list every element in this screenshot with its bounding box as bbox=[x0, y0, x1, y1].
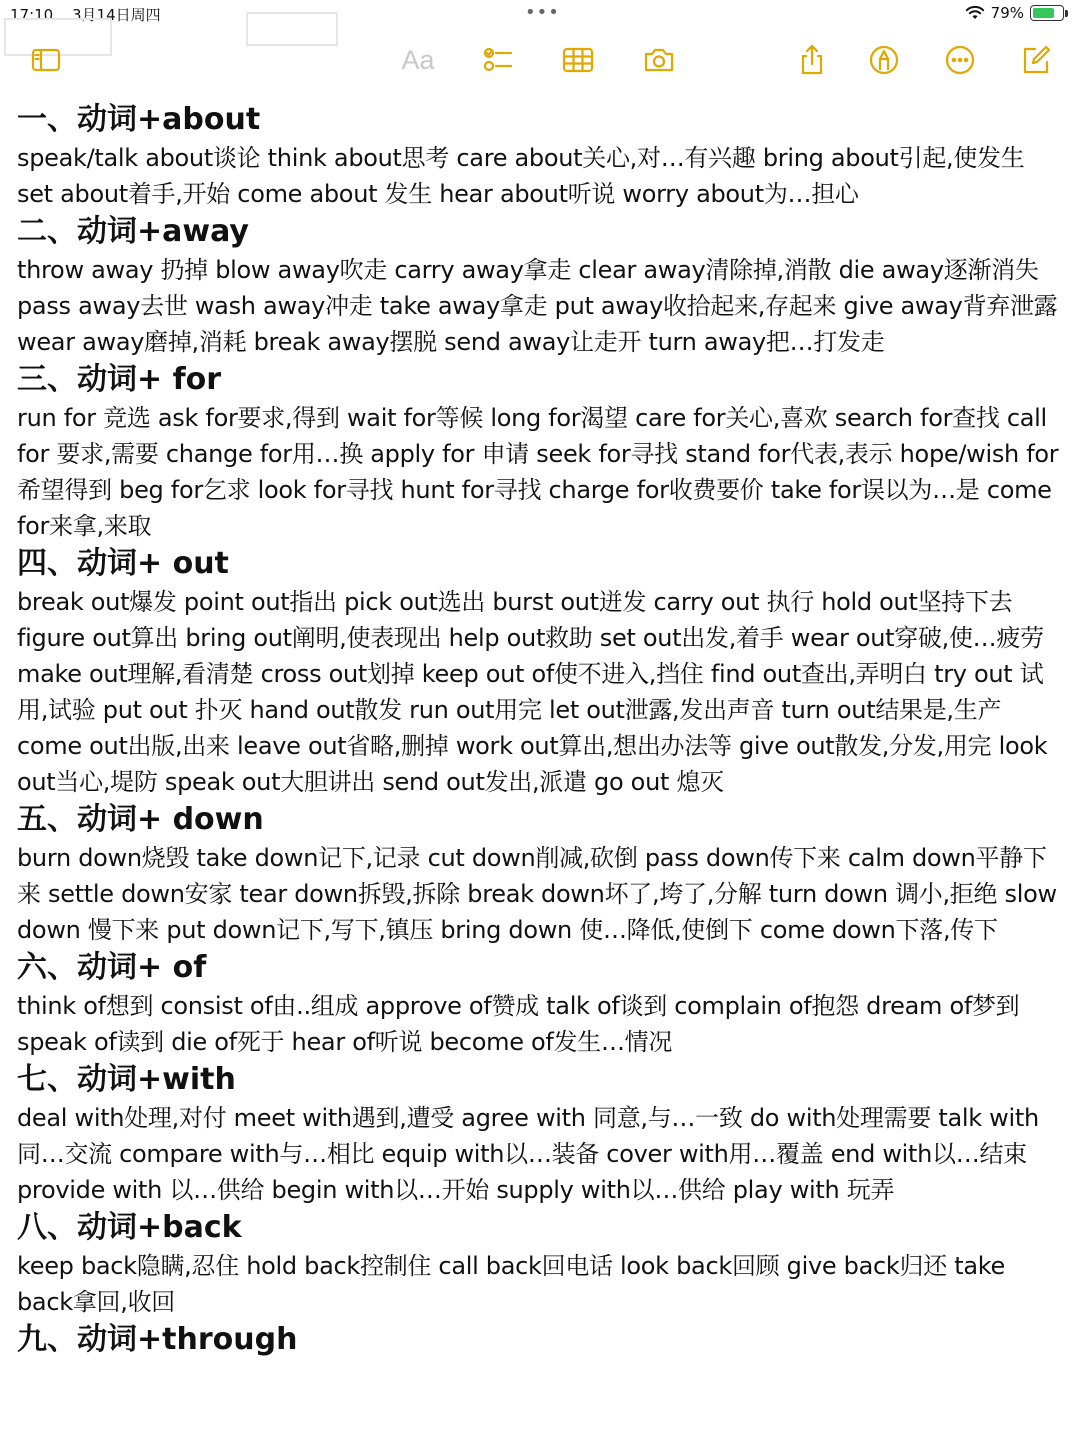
camera-icon bbox=[642, 43, 676, 77]
section-text: keep back隐瞒,忍住 hold back控制住 call back回电话 look back回顾 give back归还 take back拿回,收回 bbox=[17, 1252, 1005, 1316]
section-heading: 六、动词+ of bbox=[17, 950, 207, 985]
status-right bbox=[965, 4, 1068, 22]
markup-button[interactable] bbox=[864, 40, 904, 80]
section-heading: 七、动词+with bbox=[17, 1062, 236, 1097]
more-button[interactable] bbox=[940, 40, 980, 80]
multitasking-dots-icon[interactable]: ••• bbox=[525, 2, 560, 23]
markup-pen-icon bbox=[867, 43, 901, 77]
section-heading: 九、动词+through bbox=[17, 1322, 298, 1357]
battery-level bbox=[1033, 8, 1054, 18]
status-date: 3月14日周四 bbox=[72, 6, 161, 24]
note-body[interactable] bbox=[17, 100, 1067, 1440]
section-heading: 八、动词+back bbox=[17, 1210, 242, 1245]
bottom-fade bbox=[0, 1400, 1080, 1440]
wifi-icon bbox=[965, 5, 985, 21]
section-text: run for 竞选 ask for要求,得到 wait for等候 long for渴望 care for关心,喜欢 search for查找 call for 要求,需要 change for用…换 apply for 申请 seek for寻找 stand for代表,表示 hope/wish for希望得到 beg for乞求 look for寻找 hunt for寻找 charge for收费要价 take for误以为…是 come for来拿,来取 bbox=[17, 404, 1059, 540]
table-icon bbox=[561, 43, 595, 77]
section-heading: 四、动词+ out bbox=[17, 546, 229, 581]
battery-icon bbox=[1030, 5, 1064, 21]
battery-percent: 79% bbox=[990, 4, 1024, 22]
compose-icon bbox=[1019, 43, 1053, 77]
compose-button[interactable] bbox=[1016, 40, 1056, 80]
checklist-icon bbox=[481, 43, 515, 77]
battery-tip bbox=[1065, 10, 1068, 17]
status-time: 17:10 bbox=[10, 6, 54, 24]
section-heading: 三、动词+ for bbox=[17, 362, 222, 397]
section-text: break out爆发 point out指出 pick out选出 burst out迸发 carry out 执行 hold out坚持下去 figure out算出 bring out阐明,使表现出 help out救助 set out出发,着手 wear out穿破,使…疲劳 make out理解,看清楚 cross out划掉 keep out of使不进入,挡住 find out查出,弄明白 try out 试用,试验 put out 扑灭 hand out散发 run out用完 let out泄露,发出声音 turn out结果是,生产 come out出版,出来 leave out省略,删掉 work out算出,想出办法等 give out散发,分发,用完 look out当心,堤防 speak out大胆讲出 send out发出,派遣 go out 熄灭 bbox=[17, 588, 1048, 796]
notes-toolbar bbox=[0, 40, 1080, 84]
section-text: speak/talk about谈论 think about思考 care about关心,对…有兴趣 bring about引起,使发生 set about着手,开始 come about 发生 hear about听说 worry about为…担心 bbox=[17, 144, 1025, 208]
more-icon bbox=[943, 43, 977, 77]
sidebar-icon bbox=[29, 43, 63, 77]
section-text: throw away 扔掉 blow away吹走 carry away拿走 clear away清除掉,消散 die away逐渐消失 pass away去世 wash away冲走 take away拿走 put away收拾起来,存起来 give away背弃泄露 wear away磨掉,消耗 break away摆脱 send away让走开 turn away把…打发走 bbox=[17, 256, 1058, 356]
camera-button[interactable] bbox=[639, 40, 679, 80]
section-text: burn down烧毁 take down记下,记录 cut down削减,砍倒 pass down传下来 calm down平静下来 settle down安家 tear down拆毁,拆除 break down坏了,垮了,分解 turn down 调小,拒绝 slow down 慢下来 put down记下,写下,镇压 bring down 使…降低,使倒下 come down下落,传下 bbox=[17, 844, 1057, 944]
section-text: think of想到 consist of由..组成 approve of赞成 talk of谈到 complain of抱怨 dream of梦到 speak of读到 die of死于 hear of听说 become of发生…情况 bbox=[17, 992, 1020, 1056]
checklist-button[interactable] bbox=[478, 40, 518, 80]
share-button[interactable] bbox=[792, 40, 832, 80]
section-text: deal with处理,对付 meet with遇到,遭受 agree with 同意,与…一致 do with处理需要 talk with 同…交流 compare with与…相比 equip with以…装备 cover with用…覆盖 end with以…结束 provide with 以…供给 begin with以…开始 supply with以…供给 play with 玩弄 bbox=[17, 1104, 1039, 1204]
section-heading: 五、动词+ down bbox=[17, 802, 264, 837]
section-heading: 一、动词+about bbox=[17, 102, 261, 137]
table-button[interactable] bbox=[558, 40, 598, 80]
sidebar-toggle-button[interactable] bbox=[26, 40, 66, 80]
section-heading: 二、动词+away bbox=[17, 214, 249, 249]
status-bar bbox=[0, 0, 1080, 28]
share-icon bbox=[795, 43, 829, 77]
format-button[interactable]: Aa bbox=[401, 44, 435, 75]
